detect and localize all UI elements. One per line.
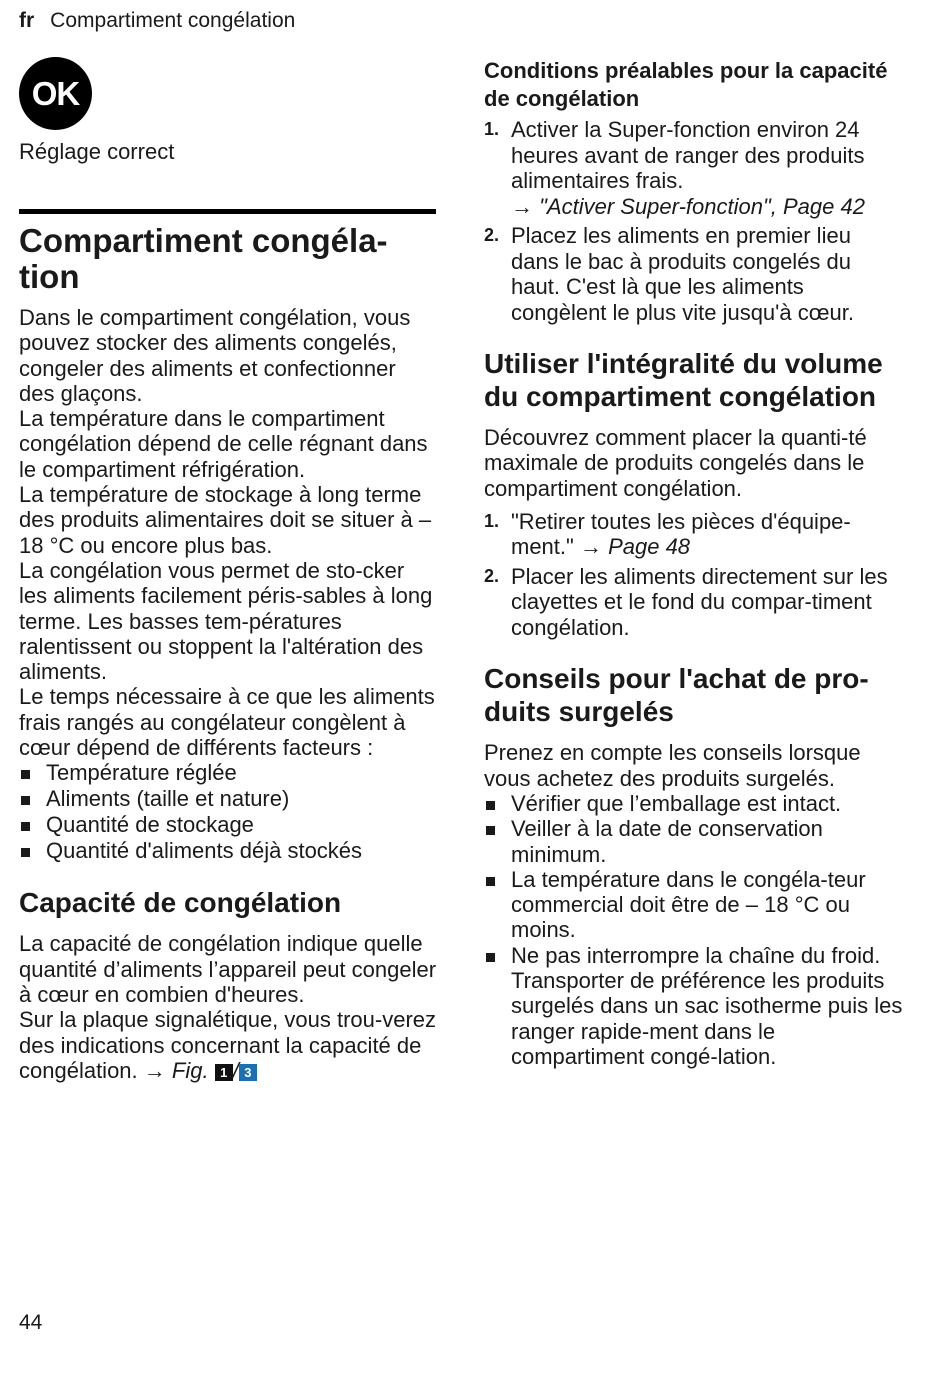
fig-separator: /: [232, 1057, 239, 1083]
list-item: [484, 117, 904, 219]
list-item: Température réglée: [19, 760, 437, 786]
paragraph: Découvrez comment placer la quanti-té maximale de produits congelés dans le compartiment congélation.: [484, 425, 867, 501]
volume-steps-list: [484, 509, 904, 641]
list-item: [484, 509, 904, 560]
capacity-text: Sur la plaque signalétique, vous trou-verez des indications concernant la capacité de congélation.: [19, 1007, 437, 1083]
step-text: Placer les aliments directement sur les clayettes et le fond du compar-timent congélation.: [511, 563, 888, 640]
arrow-right-icon: →: [143, 1057, 166, 1083]
paragraph: Dans le compartiment congélation, vous pouvez stocker des aliments congelés, congeler des aliments et confectionner des glaçons.: [19, 305, 411, 406]
page-header: [19, 9, 295, 33]
tips-heading: Conseils pour l'achat de pro-duits surgelés: [484, 663, 869, 728]
paragraph: La température de stockage à long terme des produits alimentaires doit se situer à –18 °C ou encore plus bas.: [19, 482, 432, 558]
page-reference[interactable]: → "Activer Super-fonction", Page 42: [511, 193, 865, 219]
section-rule: [19, 209, 436, 214]
fig-label: Fig.: [171, 1057, 209, 1083]
page-reference[interactable]: → Page 48: [579, 534, 691, 560]
list-item: Quantité de stockage: [19, 812, 437, 838]
step-number: 2.: [484, 565, 500, 586]
figure-number-badge: 3: [239, 1064, 257, 1081]
list-item: [484, 223, 904, 325]
paragraph: La capacité de congélation indique quelle quantité d’aliments l’appareil peut congeler à cœur en combien d'heures.: [19, 931, 437, 1007]
intro-paragraphs: [19, 305, 437, 760]
step-number: 2.: [484, 225, 500, 245]
list-item: [484, 564, 904, 641]
step-text: "Retirer toutes les pièces d'équipe-ment.": [511, 508, 851, 560]
paragraph: Prenez en compte les conseils lorsque vous achetez des produits surgelés.: [484, 740, 861, 791]
list-item: Vérifier que l’emballage est intact.: [484, 791, 904, 816]
list-item: Quantité d'aliments déjà stockés: [19, 838, 437, 864]
paragraph: La température dans le compartiment congélation dépend de celle régnant dans le compartiment réfrigération.: [19, 406, 428, 482]
list-item: Veiller à la date de conservation minimum.: [484, 816, 904, 867]
ok-caption: Réglage correct: [19, 139, 175, 164]
paragraph: [19, 1007, 437, 1083]
volume-heading: Utiliser l'intégralité du volume du compartiment congélation: [484, 348, 883, 412]
ok-icon: OK: [19, 57, 92, 130]
list-item: Ne pas interrompre la chaîne du froid. Transporter de préférence les produits surgelés dans un sac isotherme puis les ranger rapide-ment dans le compartiment congé-lation.: [484, 943, 904, 1069]
step-text: Activer la Super-fonction environ 24 heures avant de ranger des produits alimentaires frais.: [511, 117, 865, 193]
paragraph: La congélation vous permet de sto-cker les aliments facilement péris-sables à long terme. Les basses tem-pératures ralentissent ou stoppent la l'altération des aliments.: [19, 557, 433, 685]
conditions-heading: Conditions préalables pour la capacité de congélation: [484, 58, 888, 111]
factors-list: [19, 760, 437, 864]
left-column: [19, 209, 437, 1083]
step-text: Placez les aliments en premier lieu dans le bac à produits congelés du haut. C'est là que les aliments congèlent le plus vite jusqu'à cœur.: [511, 223, 854, 325]
tips-list: [484, 791, 904, 1069]
list-item: La température dans le congéla-teur commercial doit être de – 18 °C ou moins.: [484, 867, 904, 943]
list-item: Aliments (taille et nature): [19, 786, 437, 812]
capacity-heading: Capacité de congélation: [19, 887, 342, 919]
section-heading: Compartiment congéla- tion: [19, 222, 388, 295]
right-column: [484, 57, 904, 1069]
conditions-list: [484, 117, 904, 325]
page-number: 44: [19, 1311, 43, 1334]
figure-number-badge: 1: [215, 1064, 233, 1081]
header-title: Compartiment congélation: [50, 9, 296, 32]
paragraph: Le temps nécessaire à ce que les aliments frais rangés au congélateur congèlent à cœur dépend de différents facteurs :: [19, 684, 435, 761]
figure-reference[interactable]: [144, 1058, 257, 1083]
step-number: 1.: [484, 119, 500, 139]
language-code: fr: [19, 9, 35, 32]
step-number: 1.: [484, 510, 500, 531]
